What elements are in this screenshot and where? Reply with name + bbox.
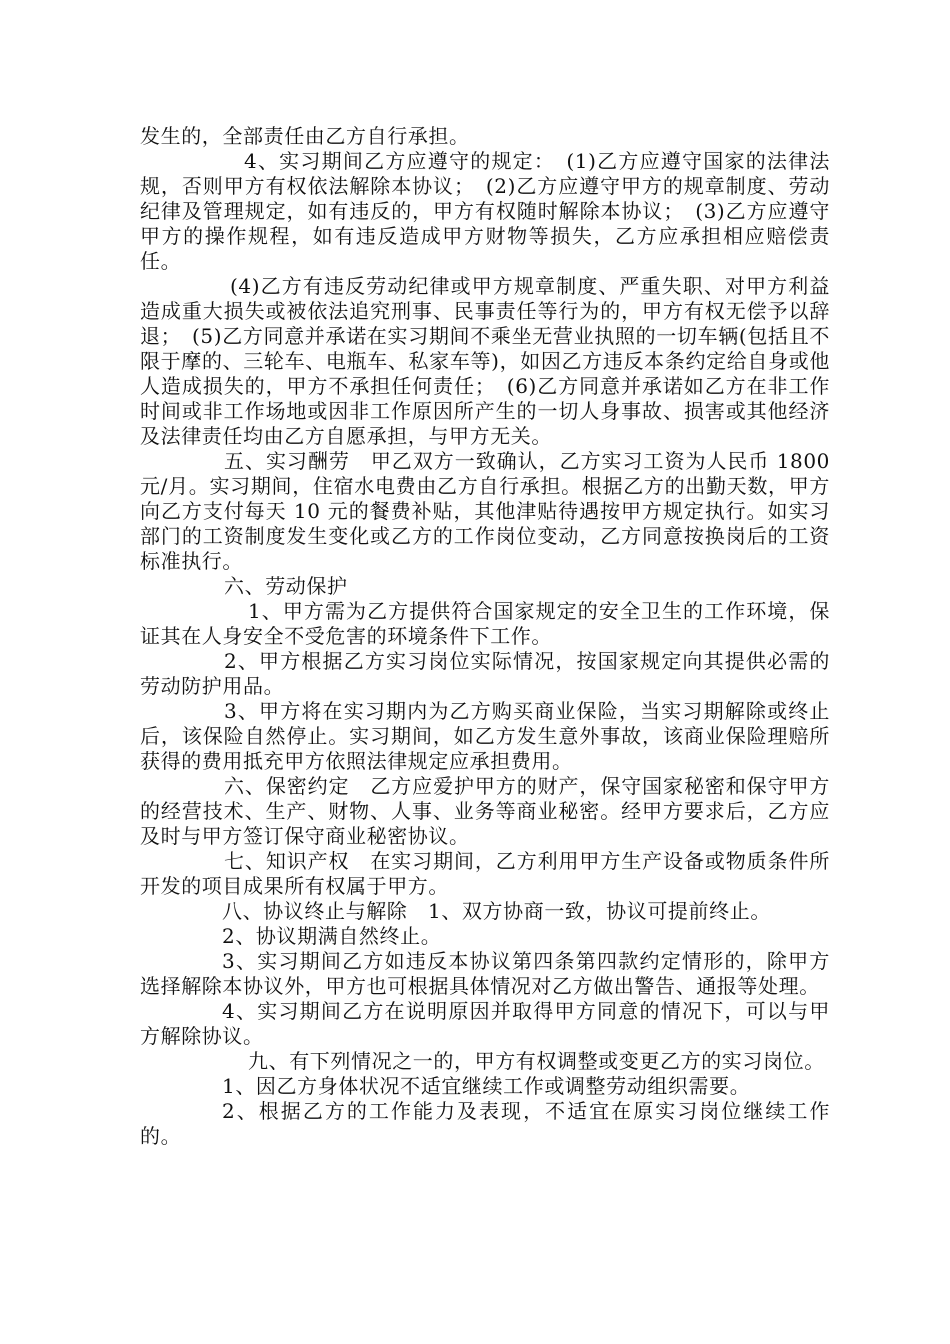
- paragraph-rules-continued: (4)乙方有违反劳动纪律或甲方规章制度、严重失职、对甲方利益造成重大损失或被依法追究刑事、民事责任等行为的，甲方有权无偿予以辞退； (5)乙方同意并承诺在实习期间不乘坐无营业执照的一切车辆(包括且不限于摩的、三轮车、电瓶车、私家车等)，如因乙方违反本条约定给自身或他人造成损失的，甲方不承担任何责任； (6)乙方同意并承诺如乙方在非工作时间或非工作场地或因非工作原因所产生的一切人身事故、损害或其他经济及法律责任均由乙方自愿承担，与甲方无关。: [140, 274, 830, 448]
- paragraph-compensation: 五、实习酬劳 甲乙双方一致确认，乙方实习工资为人民币 1800 元/月。实习期间，住宿水电费由乙方自行承担。根据乙方的出勤天数，甲方向乙方支付每天 10 元的餐费补贴，其他津贴待遇按甲方规定执行。如实习部门的工资制度发生变化或乙方的工作岗位变动，乙方同意按换岗后的工资标准执行。: [140, 449, 830, 573]
- heading-labor-protection: 六、劳动保护: [224, 574, 348, 598]
- paragraph-confidentiality: 六、保密约定 乙方应爱护甲方的财产，保守国家秘密和保守甲方的经营技术、生产、财物、人事、业务等商业秘密。经甲方要求后，乙方应及时与甲方签订保守商业秘密协议。: [140, 774, 830, 848]
- document-page: [140, 124, 830, 1149]
- paragraph-protection-2: 2、甲方根据乙方实习岗位实际情况，按国家规定向其提供必需的劳动防护用品。: [140, 649, 830, 698]
- paragraph-protection-3: 3、甲方将在实习期内为乙方购买商业保险，当实习期解除或终止后，该保险自然停止。实习期间，如乙方发生意外事故，该商业保险理赔所获得的费用抵充甲方依照法律规定应承担费用。: [140, 699, 830, 773]
- paragraph-termination-3: 3、实习期间乙方如违反本协议第四条第四款约定情形的，除甲方选择解除本协议外，甲方也可根据具体情况对乙方做出警告、通报等处理。: [140, 949, 830, 998]
- paragraph-position-change-2: 2、根据乙方的工作能力及表现，不适宜在原实习岗位继续工作的。: [140, 1099, 830, 1148]
- paragraph-position-change-1: 1、因乙方身体状况不适宜继续工作或调整劳动组织需要。: [222, 1074, 751, 1098]
- paragraph-position-change: 九、有下列情况之一的，甲方有权调整或变更乙方的实习岗位。: [248, 1049, 825, 1073]
- paragraph-termination-2: 2、协议期满自然终止。: [222, 924, 442, 948]
- paragraph-protection-1: 1、甲方需为乙方提供符合国家规定的安全卫生的工作环境，保证其在人身安全不受危害的环境条件下工作。: [140, 599, 830, 648]
- paragraph-rules: 4、实习期间乙方应遵守的规定： (1)乙方应遵守国家的法律法规，否则甲方有权依法解除本协议； (2)乙方应遵守甲方的规章制度、劳动纪律及管理规定，如有违反的，甲方有权随时解除本协议； (3)乙方应遵守甲方的操作规程，如有违反造成甲方财物等损失，乙方应承担相应赔偿责任。: [140, 149, 830, 273]
- paragraph-termination-4: 4、实习期间乙方在说明原因并取得甲方同意的情况下，可以与甲方解除协议。: [140, 999, 830, 1048]
- paragraph-intellectual-property: 七、知识产权 在实习期间，乙方利用甲方生产设备或物质条件所开发的项目成果所有权属于甲方。: [140, 849, 830, 898]
- paragraph-continuation: 发生的，全部责任由乙方自行承担。: [140, 124, 470, 148]
- paragraph-termination: 八、协议终止与解除 1、双方协商一致，协议可提前终止。: [222, 899, 771, 923]
